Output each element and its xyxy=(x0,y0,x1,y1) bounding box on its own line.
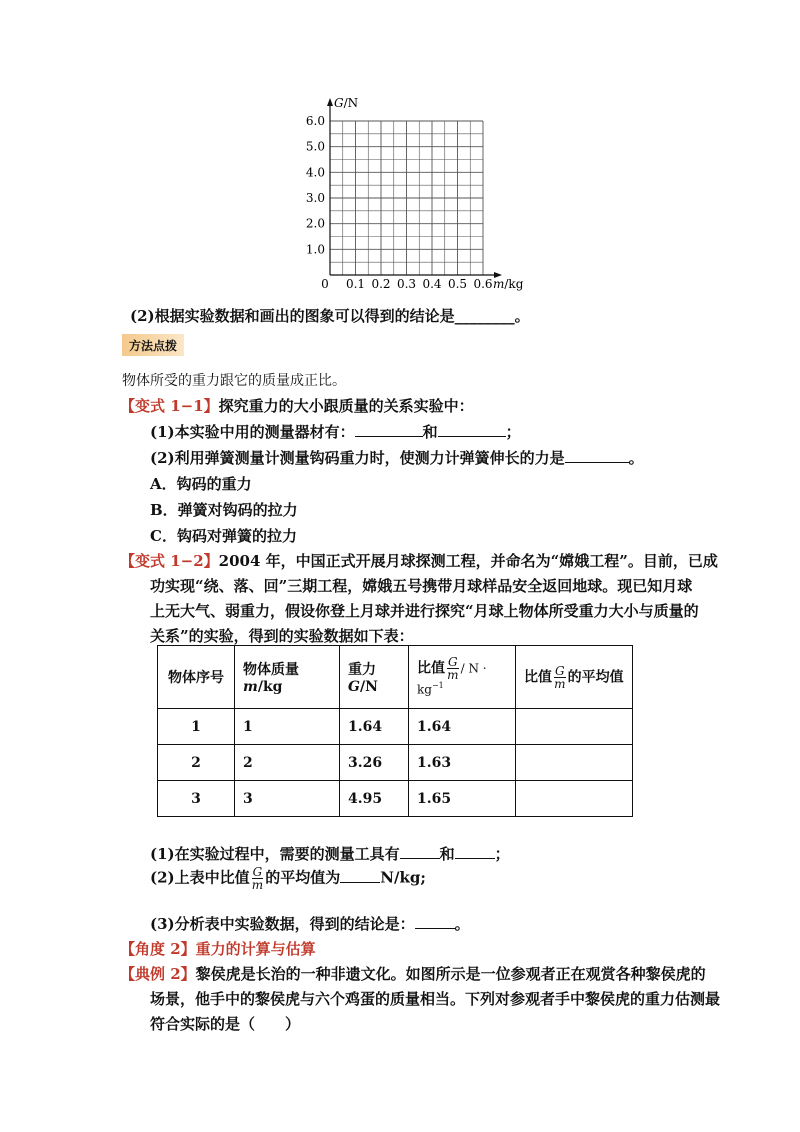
row-mass: 1 xyxy=(235,709,340,745)
row-id: 2 xyxy=(158,745,235,781)
answer-blank[interactable] xyxy=(455,844,495,859)
y-axis-label-unit: /N xyxy=(343,96,359,110)
variant1-option-b[interactable]: B．弹簧对钩码的拉力 xyxy=(150,501,298,519)
variant1-tag: 【变式 1−1】 xyxy=(120,397,219,415)
angle2-heading xyxy=(120,938,316,959)
table-row xyxy=(158,745,633,781)
variant2-q2 xyxy=(150,866,426,891)
variant1-q1-text: (1)本实验中用的测量器材有： xyxy=(150,423,355,441)
q2-fraction xyxy=(252,866,264,891)
y-tick-label: 6.0 xyxy=(305,114,325,128)
fraction-denominator: m xyxy=(554,676,566,691)
variant2-q2-mid: 的平均值为 xyxy=(265,868,341,887)
table-row xyxy=(158,709,633,745)
header-average-suffix: 的平均值 xyxy=(567,669,624,685)
row-mass: 2 xyxy=(235,745,340,781)
variant2-q1-end: ； xyxy=(494,845,510,863)
method-badge: 方法点拨 xyxy=(122,334,184,356)
variant2-q3 xyxy=(150,913,470,934)
answer-blank[interactable] xyxy=(565,448,629,463)
variant2-q2-unit: N/kg; xyxy=(380,868,426,887)
example2-line2: 场景，他手中的黎侯虎与六个鸡蛋的质量相当。下列对参观者手中黎侯虎的重力估测最 xyxy=(150,990,721,1008)
fraction-numerator: G xyxy=(252,865,263,879)
y-tick-label: 1.0 xyxy=(305,242,325,257)
fraction-denominator: m xyxy=(447,668,459,683)
x-tick-label: 0.5 xyxy=(447,277,468,291)
row-average[interactable] xyxy=(516,709,633,745)
x-tick-label: 0.1 xyxy=(345,277,366,291)
weight-mass-chart xyxy=(290,92,540,302)
header-ratio-unit: / N · kg xyxy=(417,661,487,697)
header-weight-var: G xyxy=(348,679,360,695)
header-weight-text: 重力 xyxy=(348,662,376,678)
variant1-option-a[interactable]: A．钩码的重力 xyxy=(150,475,252,493)
x-axis-label-var: m xyxy=(493,277,505,291)
x-axis-label xyxy=(493,277,524,291)
header-mass-text: 物体质量 xyxy=(243,662,299,678)
variant2-q1-text: (1)在实验过程中，需要的测量工具有 xyxy=(150,845,400,863)
answer-blank[interactable] xyxy=(415,914,455,929)
example2-line1 xyxy=(120,963,706,984)
x-tick-label: 0 xyxy=(321,277,329,291)
answer-blank[interactable] xyxy=(355,422,423,437)
header-average-text: 比值 xyxy=(524,669,552,685)
example2-tag: 【典例 2】 xyxy=(120,965,196,983)
variant1-q1 xyxy=(150,421,521,442)
fraction-denominator: m xyxy=(251,878,264,892)
variant1-title: 探究重力的大小跟质量的关系实验中： xyxy=(218,397,474,415)
row-weight: 1.64 xyxy=(340,709,409,745)
variant2-line3: 上无大气、弱重力，假设你登上月球并进行探究“月球上物体所受重力大小与质量的 xyxy=(150,602,699,620)
variant1-q1-end: ； xyxy=(505,423,521,441)
x-tick-label: 0.3 xyxy=(396,277,417,291)
y-tick-label: 3.0 xyxy=(305,191,325,205)
x-tick-label: 0.2 xyxy=(371,277,391,291)
variant1-option-c[interactable]: C．钩码对弹簧的拉力 xyxy=(150,527,297,545)
variant2-line2: 功实现“绕、落、回”三期工程，嫦娥五号携带月球样品安全返回地球。现已知月球 xyxy=(150,577,693,595)
angle2-tag: 【角度 2】 xyxy=(120,940,196,958)
variant2-line1 xyxy=(120,550,718,571)
ratio-fraction xyxy=(447,656,459,681)
example2-line3: 符合实际的是（ ） xyxy=(150,1015,301,1033)
row-mass: 3 xyxy=(235,781,340,817)
variant2-q2-text: (2)上表中比值 xyxy=(150,868,250,887)
x-axis-label-unit: /kg xyxy=(504,277,524,291)
variant1-q2 xyxy=(150,447,644,468)
chart-grid-major xyxy=(330,121,483,275)
answer-blank[interactable] xyxy=(340,868,380,883)
chart-tick-labels xyxy=(306,114,493,291)
y-tick-label: 5.0 xyxy=(305,139,325,154)
x-tick-label: 0.4 xyxy=(422,277,442,291)
header-weight xyxy=(340,646,409,709)
row-id: 3 xyxy=(158,781,235,817)
variant1-q2-text: (2)利用弹簧测量计测量钩码重力时，使测力计弹簧伸长的力是 xyxy=(150,449,565,467)
average-fraction xyxy=(554,665,566,690)
variant2-tag: 【变式 1−2】 xyxy=(120,552,219,570)
header-mass xyxy=(235,646,340,709)
angle2-title: 重力的计算与估算 xyxy=(195,940,316,958)
header-mass-var: m xyxy=(243,679,258,695)
table-row xyxy=(158,781,633,817)
variant1-q2-end: 。 xyxy=(628,449,644,467)
example2-text-1: 黎侯虎是长治的一种非遗文化。如图所示是一位参观者正在观赏各种黎侯虎的 xyxy=(195,965,706,983)
y-tick-label: 2.0 xyxy=(305,216,325,231)
row-ratio: 1.64 xyxy=(409,709,516,745)
row-id: 1 xyxy=(158,709,235,745)
header-ratio xyxy=(409,646,516,709)
chart-conclusion-question: (2)根据实验数据和画出的图象可以得到的结论是________。 xyxy=(130,307,530,325)
variant2-line4: 关系”的实验，得到的实验数据如下表： xyxy=(150,627,414,645)
method-text: 物体所受的重力跟它的质量成正比。 xyxy=(122,373,346,389)
header-object-id: 物体序号 xyxy=(158,646,235,709)
fraction-numerator: G xyxy=(448,655,458,670)
row-weight: 3.26 xyxy=(340,745,409,781)
y-axis-arrow xyxy=(327,98,333,106)
row-ratio: 1.65 xyxy=(409,781,516,817)
y-axis-label-var: G xyxy=(334,96,344,110)
header-ratio-exponent: −1 xyxy=(431,681,444,691)
table-header-row xyxy=(158,646,633,709)
variant2-q1-and: 和 xyxy=(439,845,455,863)
answer-blank[interactable] xyxy=(400,844,440,859)
chart-axes xyxy=(327,98,502,278)
y-axis-label xyxy=(334,96,358,110)
y-tick-label: 4.0 xyxy=(305,165,325,180)
header-mass-unit: /kg xyxy=(257,679,283,695)
row-average[interactable] xyxy=(516,745,633,781)
variant2-q1 xyxy=(150,843,510,864)
header-average xyxy=(516,646,633,709)
variant2-q3-end: 。 xyxy=(454,915,470,933)
row-ratio: 1.63 xyxy=(409,745,516,781)
header-ratio-text: 比值 xyxy=(417,660,445,677)
variant2-q3-text: (3)分析表中实验数据，得到的结论是： xyxy=(150,915,415,933)
row-weight: 4.95 xyxy=(340,781,409,817)
variant1-heading xyxy=(120,395,474,416)
variant1-q1-and: 和 xyxy=(422,423,438,441)
header-weight-unit: /N xyxy=(359,679,378,695)
fraction-numerator: G xyxy=(555,663,565,678)
variant2-text-1: 2004 年，中国正式开展月球探测工程，并命名为“嫦娥工程”。目前，已成 xyxy=(218,552,718,570)
experiment-data-table xyxy=(157,645,633,817)
answer-blank[interactable] xyxy=(438,422,506,437)
row-average[interactable] xyxy=(516,781,633,817)
x-tick-label: 0.6 xyxy=(473,277,493,291)
